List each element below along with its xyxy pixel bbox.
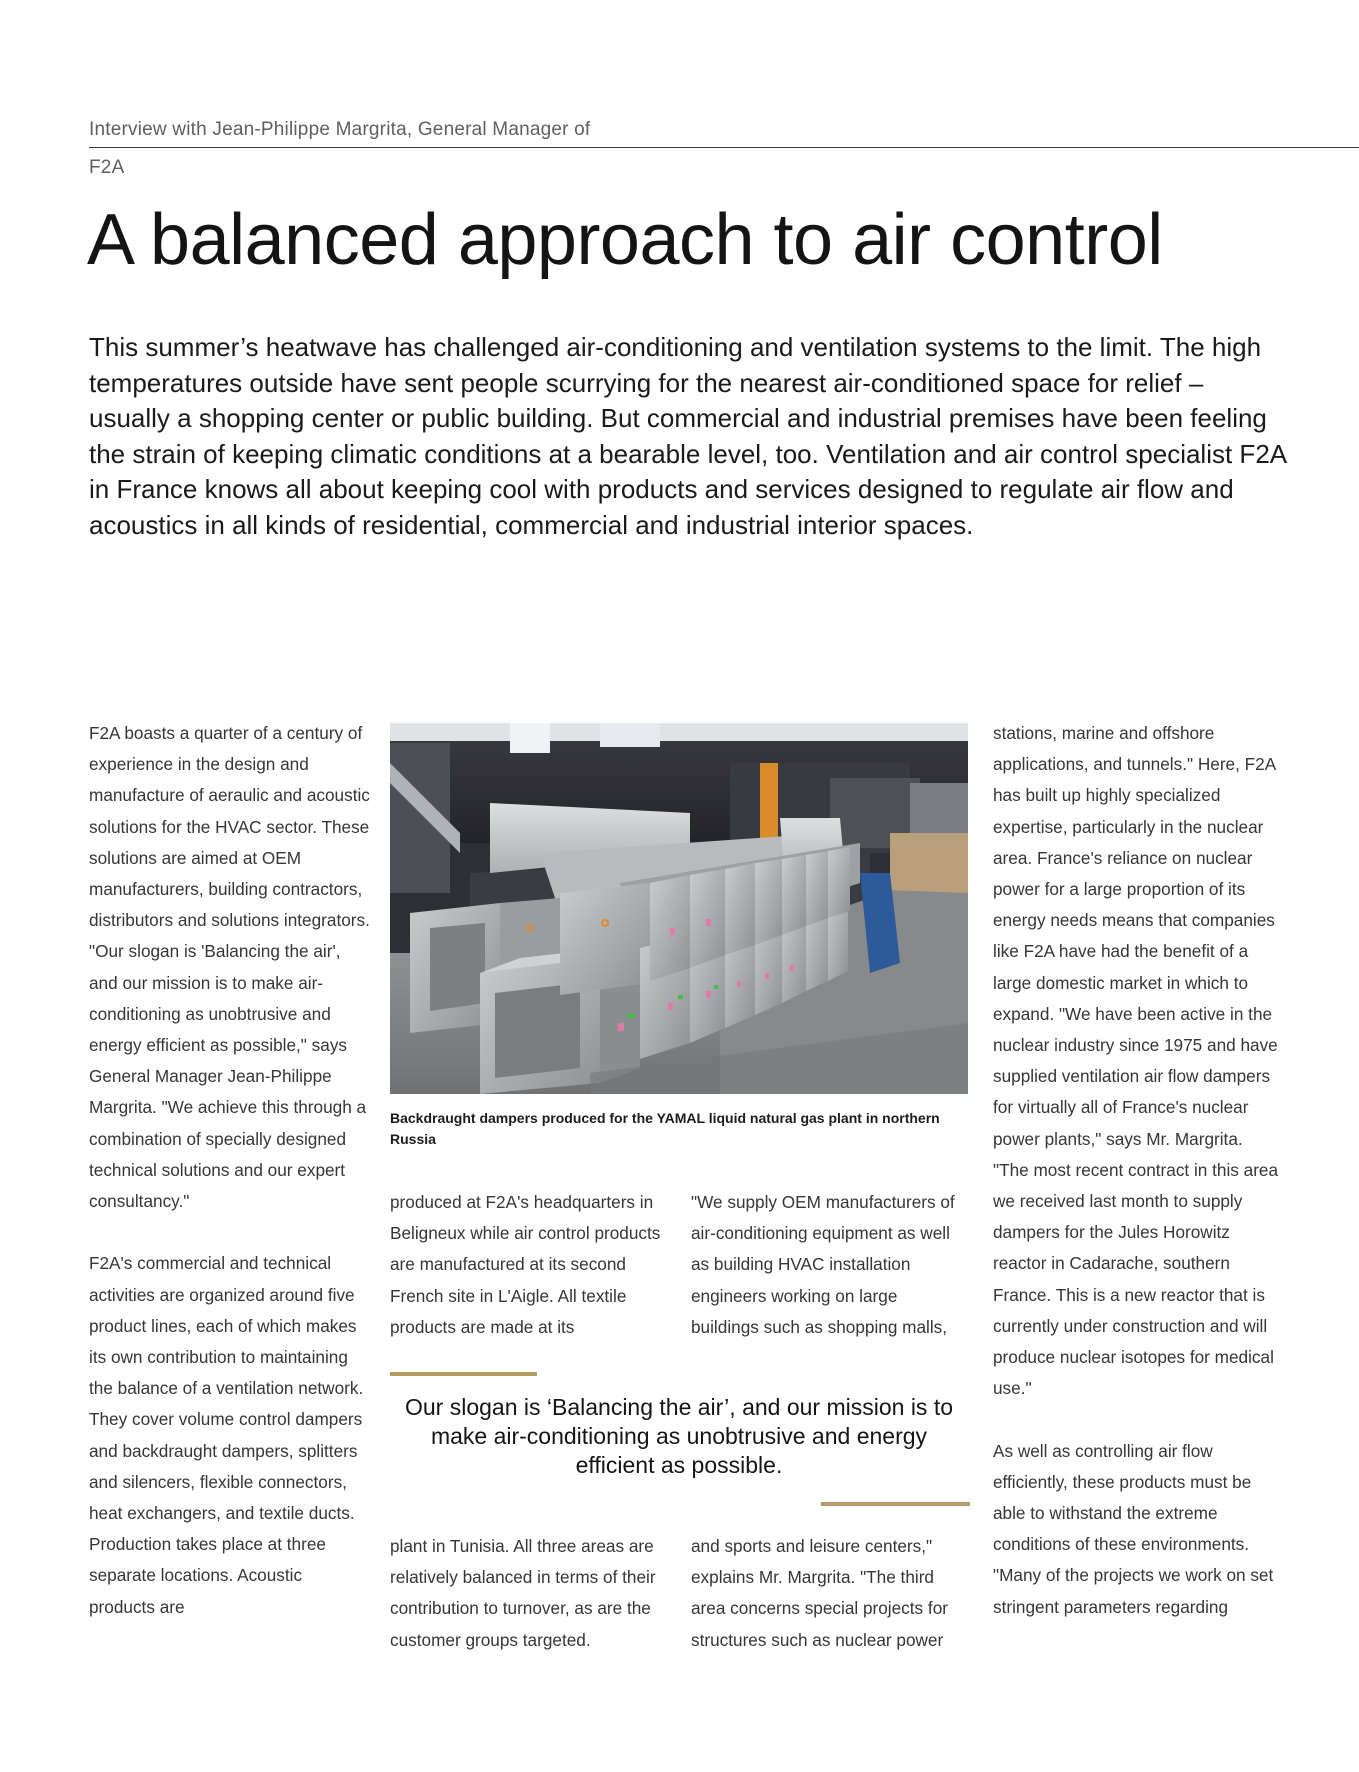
text-column-1 (89, 718, 371, 1623)
text-column-3-bottom (691, 1531, 969, 1656)
column-1-paragraph-2: F2A's commercial and technical activities are organized around five product lines, each of which makes its own contribution to maintaining the balance of a ventilation network. They cover volume control dampers and backdraught dampers, splitters and silencers, flexible connectors, heat exchangers, and textile ducts. Production takes place at three separate locations. Acoustic products are (89, 1253, 364, 1617)
column-2-paragraph-bottom: plant in Tunisia. All three areas are relatively balanced in terms of their contribution to turnover, as are the customer groups targeted. (390, 1536, 656, 1650)
pull-quote-rule-bottom (821, 1502, 970, 1506)
column-1-paragraph-1: F2A boasts a quarter of a century of experience in the design and manufacture of aeraulic and acoustic solutions for the HVAC sector. These solutions are aimed at OEM manufacturers, building contractors, distributors and solutions integrators. "Our slogan is 'Balancing the air', and our mission is to make air-conditioning as unobtrusive and energy efficient as possible," says General Manager Jean-Philippe Margrita. "We achieve this through a combination of specially designed technical solutions and our expert consultancy." (89, 723, 370, 1212)
article-photo (390, 723, 968, 1094)
column-3-paragraph-bottom: and sports and leisure centers," explains Mr. Margrita. "The third area concerns special projects for structures such as nuclear power (691, 1536, 948, 1650)
text-column-3-top (691, 1187, 969, 1343)
column-4-paragraph-1: stations, marine and offshore applications, and tunnels." Here, F2A has built up highly specialized expertise, particularly in the nuclear area. France's reliance on nuclear power for a large proportion of its energy needs means that companies like F2A have had the benefit of a large domestic market in which to expand. "We have been active in the nuclear industry since 1975 and have supplied ventilation air flow dampers for virtually all of France's nuclear power plants," says Mr. Margrita. "The most recent contract in this area we received last month to supply dampers for the Jules Horowitz reactor in Cadarache, southern France. This is a new reactor that is currently under construction and will produce nuclear isotopes for medical use." (993, 723, 1279, 1399)
column-2-paragraph-top: produced at F2A's headquarters in Beligneux while air control products are manufactured at its second French site in L'Aigle. All textile products are made at its (390, 1192, 661, 1337)
pull-quote-rule-top (390, 1372, 537, 1376)
header-divider (89, 147, 1359, 148)
text-column-4 (993, 718, 1283, 1623)
article-title: A balanced approach to air control (87, 200, 1163, 280)
column-3-paragraph-top: "We supply OEM manufacturers of air-conditioning equipment as well as building HVAC installation engineers working on large buildings such as shopping malls, (691, 1192, 955, 1337)
factory-dampers-image (390, 723, 968, 1094)
text-column-2-top (390, 1187, 665, 1343)
text-column-2-bottom (390, 1531, 665, 1656)
column-4-paragraph-2: As well as controlling air flow efficiently, these products must be able to withstand the extreme conditions of these environments. "Many of the projects we work on set stringent parameters regarding (993, 1440, 1274, 1617)
article-kicker: Interview with Jean-Philippe Margrita, General Manager of F2A (89, 119, 591, 178)
pull-quote: Our slogan is ‘Balancing the air’, and our mission is to make air-conditioning as unobtrusive and energy efficient as possible. (404, 1394, 953, 1478)
intro-paragraph: This summer’s heatwave has challenged air-conditioning and ventilation systems to the limit. The high temperatures outside have sent people scurrying for the nearest air-conditioned space for relief – usually a shopping center or public building. But commercial and industrial premises have been feeling the strain of keeping climatic conditions at a bearable level, too. Ventilation and air control specialist F2A in France knows all about keeping cool with products and services designed to regulate air flow and acoustics in all kinds of residential, commercial and industrial interior spaces. (89, 332, 1286, 540)
photo-caption: Backdraught dampers produced for the YAMAL liquid natural gas plant in northern Russia (390, 1110, 940, 1147)
